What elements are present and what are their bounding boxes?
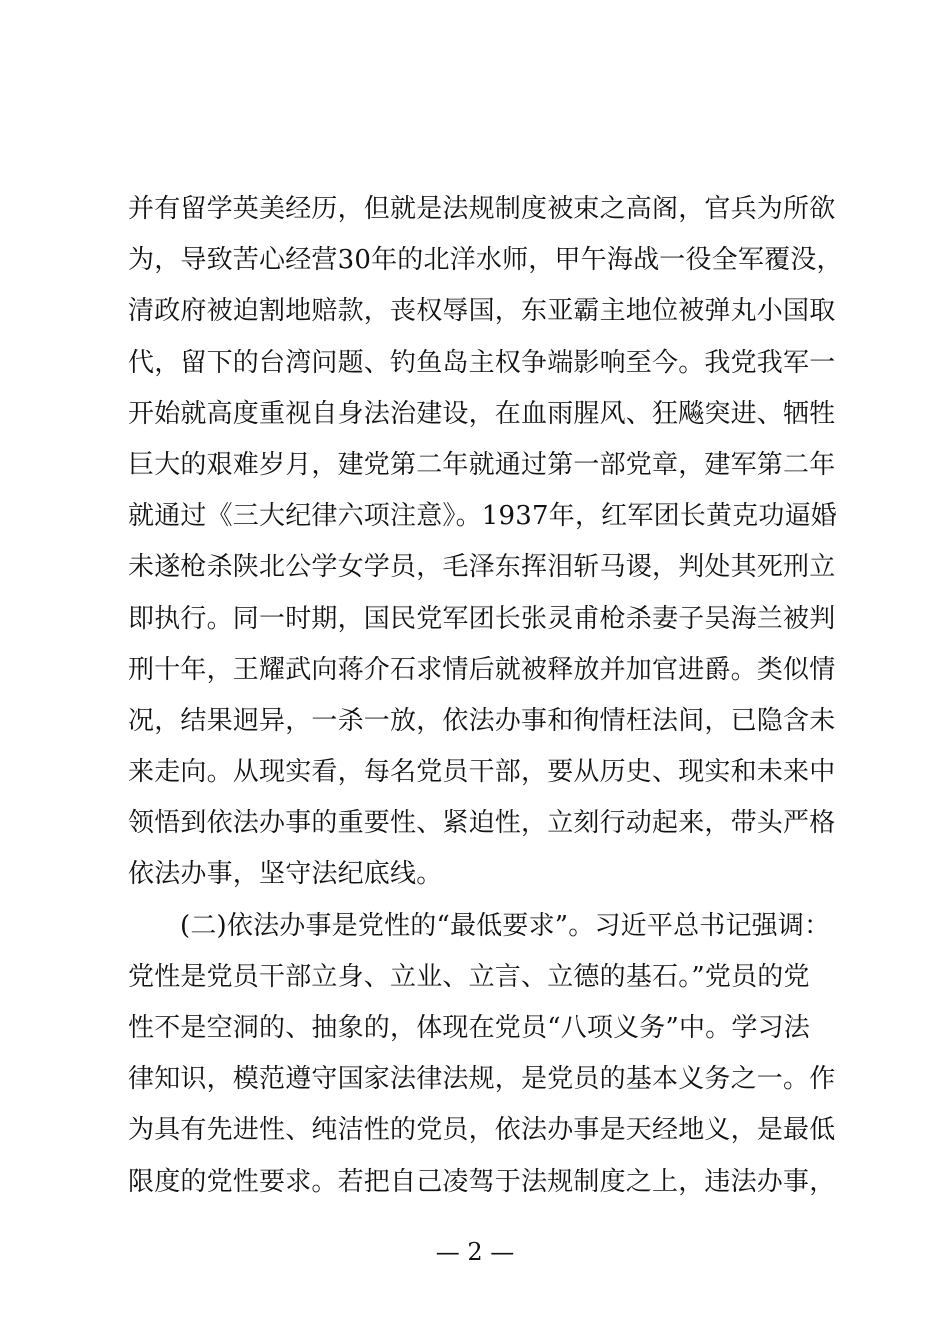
text-line: 限度的党性要求。若把自己凌驾于法规制度之上，违法办事， [128,1166,836,1197]
text-line: 党性是党员干部立身、立业、立言、立德的基石。”党员的党 [128,961,810,992]
text-line: 律知识，模范遵守国家法律法规，是党员的基本义务之一。作 [128,1064,836,1095]
text-line: 况，结果迥异，一杀一放，依法办事和徇情枉法间，已隐含未 [128,705,836,736]
text-line: 刑十年，王耀武向蒋介石求情后就被释放并加官进爵。类似情 [128,654,836,685]
text-line: 未遂枪杀陕北公学女学员，毛泽东挥泪斩马谡，判处其死刑立 [128,552,836,583]
text-line: 即执行。同一时期，国民党军团长张灵甫枪杀妻子吴海兰被判 [128,603,836,634]
text-line: 并有留学英美经历，但就是法规制度被束之高阁，官兵为所欲 [128,194,836,224]
text-line: 为，导致苦心经营30年的北洋水师，甲午海战一役全军覆没， [128,245,843,276]
text-line: 来走向。从现实看，每名党员干部，要从历史、现实和未来中 [128,757,836,788]
text-line: 为具有先进性、纯洁性的党员，依法办事是天经地义，是最低 [128,1115,836,1146]
body-text [128,184,848,1208]
text-line: 领悟到依法办事的重要性、紧迫性，立刻行动起来，带头严格 [128,808,836,839]
text-line: 开始就高度重视自身法治建设，在血雨腥风、狂飚突进、牺牲 [128,398,836,429]
page-number: — 2 — [435,1238,515,1266]
text-line: 性不是空洞的、抽象的，体现在党员“八项义务”中。学习法 [128,1013,810,1043]
text-line: 依法办事，坚守法纪底线。 [128,859,443,890]
section-heading-line: (二)依法办事是党性的“最低要求”。习近平总书记强调： [180,910,831,941]
text-line: 就通过《三大纪律六项注意》。1937年，红军团长黄克功逼婚 [128,501,837,532]
text-line: 代，留下的台湾问题、钓鱼岛主权争端影响至今。我党我军一 [128,347,836,378]
text-line: 巨大的艰难岁月，建党第二年就通过第一部党章，建军第二年 [128,449,836,480]
text-line: 清政府被迫割地赔款，丧权辱国，东亚霸主地位被弹丸小国取 [128,296,836,327]
